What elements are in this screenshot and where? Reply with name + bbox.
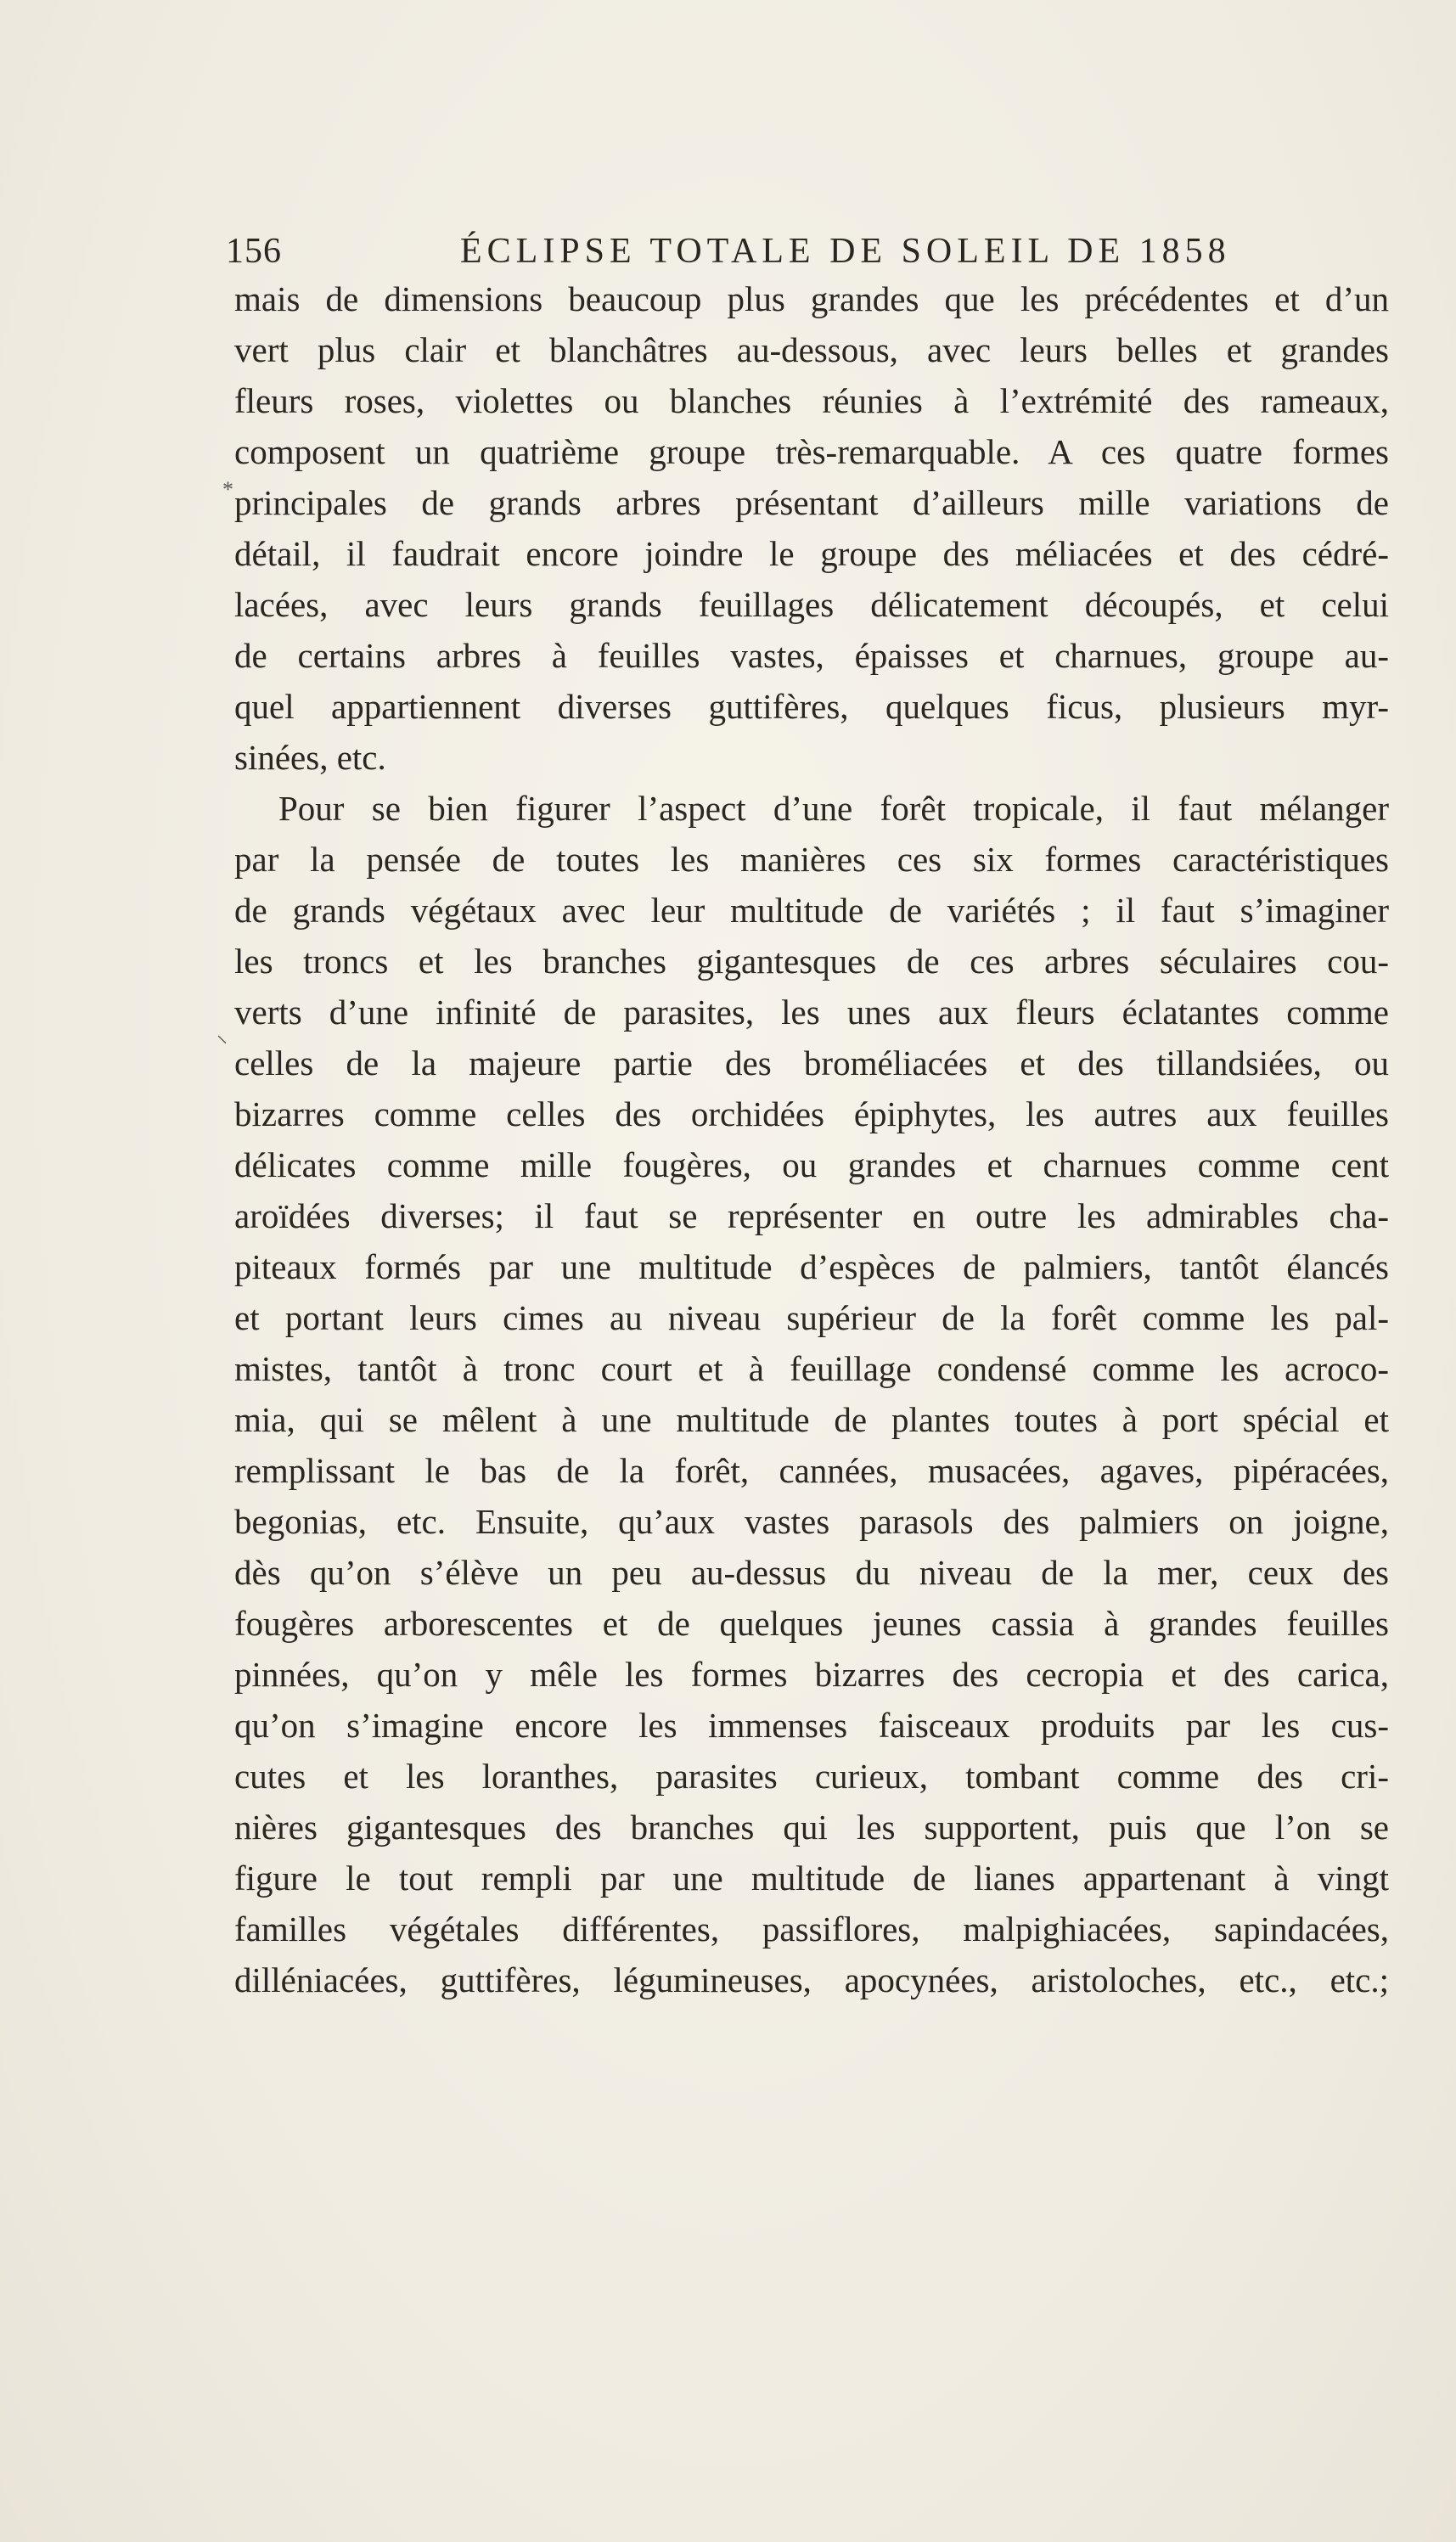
text-line: mais de dimensions beaucoup plus grandes que les précédentes et d’un <box>234 279 1389 318</box>
text-line: qu’on s’imagine encore les immenses faisceaux produits par les cus- <box>234 1706 1389 1745</box>
paragraph-start-line: Pour se bien figurer l’aspect d’une forêt tropicale, il faut mélanger <box>278 789 1389 828</box>
text-line: détail, il faudrait encore joindre le groupe des méliacées et des cédré- <box>234 534 1389 573</box>
text-line: familles végétales différentes, passiflores, malpighiacées, sapindacées, <box>234 1909 1389 1949</box>
text-line: composent un quatrième groupe très-remarquable. A ces quatre formes <box>234 432 1389 471</box>
text-line: remplissant le bas de la forêt, cannées, musacées, agaves, pipéracées, <box>234 1451 1389 1490</box>
text-line: principales de grands arbres présentant d’ailleurs mille variations de <box>234 483 1389 522</box>
text-line: fougères arborescentes et de quelques jeunes cassia à grandes feuilles <box>234 1604 1389 1643</box>
running-title: ÉCLIPSE TOTALE DE SOLEIL DE 1858 <box>460 232 1231 271</box>
margin-asterisk-mark: * <box>222 477 233 502</box>
text-line: begonias, etc. Ensuite, qu’aux vastes parasols des palmiers on joigne, <box>234 1502 1389 1541</box>
page-header <box>226 231 1380 273</box>
text-line: par la pensée de toutes les manières ces six formes caractéristiques <box>234 840 1389 879</box>
text-line: dès qu’on s’élève un peu au-dessus du niveau de la mer, ceux des <box>234 1553 1389 1592</box>
page-number: 156 <box>226 232 282 271</box>
text-line: fleurs roses, violettes ou blanches réunies à l’extrémité des rameaux, <box>234 381 1389 420</box>
margin-tick-mark: ⸌ <box>216 1032 228 1056</box>
text-line: lacées, avec leurs grands feuillages délicatement découpés, et celui <box>234 585 1389 624</box>
text-line: délicates comme mille fougères, ou grandes et charnues comme cent <box>234 1145 1389 1184</box>
body-text <box>234 273 1389 2005</box>
text-line: dilléniacées, guttifères, légumineuses, apocynées, aristoloches, etc., etc.; <box>234 1960 1389 1999</box>
text-line: bizarres comme celles des orchidées épiphytes, les autres aux feuilles <box>234 1094 1389 1133</box>
text-line: pinnées, qu’on y mêle les formes bizarres des cecropia et des carica, <box>234 1655 1389 1694</box>
text-line: de grands végétaux avec leur multitude de variétés ; il faut s’imaginer <box>234 891 1389 930</box>
text-line: verts d’une infinité de parasites, les unes aux fleurs éclatantes comme <box>234 993 1389 1032</box>
text-line: de certains arbres à feuilles vastes, épaisses et charnues, groupe au- <box>234 636 1389 675</box>
text-line: vert plus clair et blanchâtres au-dessous, avec leurs belles et grandes <box>234 330 1389 369</box>
text-line: mia, qui se mêlent à une multitude de plantes toutes à port spécial et <box>234 1400 1389 1439</box>
text-line: et portant leurs cimes au niveau supérieur de la forêt comme les pal- <box>234 1298 1389 1337</box>
text-line: sinées, etc. <box>234 738 386 777</box>
text-line: quel appartiennent diverses guttifères, quelques ficus, plusieurs myr- <box>234 687 1389 726</box>
text-line: nières gigantesques des branches qui les supportent, puis que l’on se <box>234 1808 1389 1847</box>
text-line: cutes et les loranthes, parasites curieux, tombant comme des cri- <box>234 1757 1389 1796</box>
text-line: celles de la majeure partie des broméliacées et des tillandsiées, ou <box>234 1043 1389 1083</box>
text-line: figure le tout rempli par une multitude de lianes appartenant à vingt <box>234 1859 1389 1898</box>
text-line: piteaux formés par une multitude d’espèces de palmiers, tantôt élancés <box>234 1247 1389 1286</box>
text-line: les troncs et les branches gigantesques de ces arbres séculaires cou- <box>234 942 1389 981</box>
text-line: mistes, tantôt à tronc court et à feuillage condensé comme les acroco- <box>234 1349 1389 1388</box>
text-line: aroïdées diverses; il faut se représenter en outre les admirables cha- <box>234 1196 1389 1235</box>
